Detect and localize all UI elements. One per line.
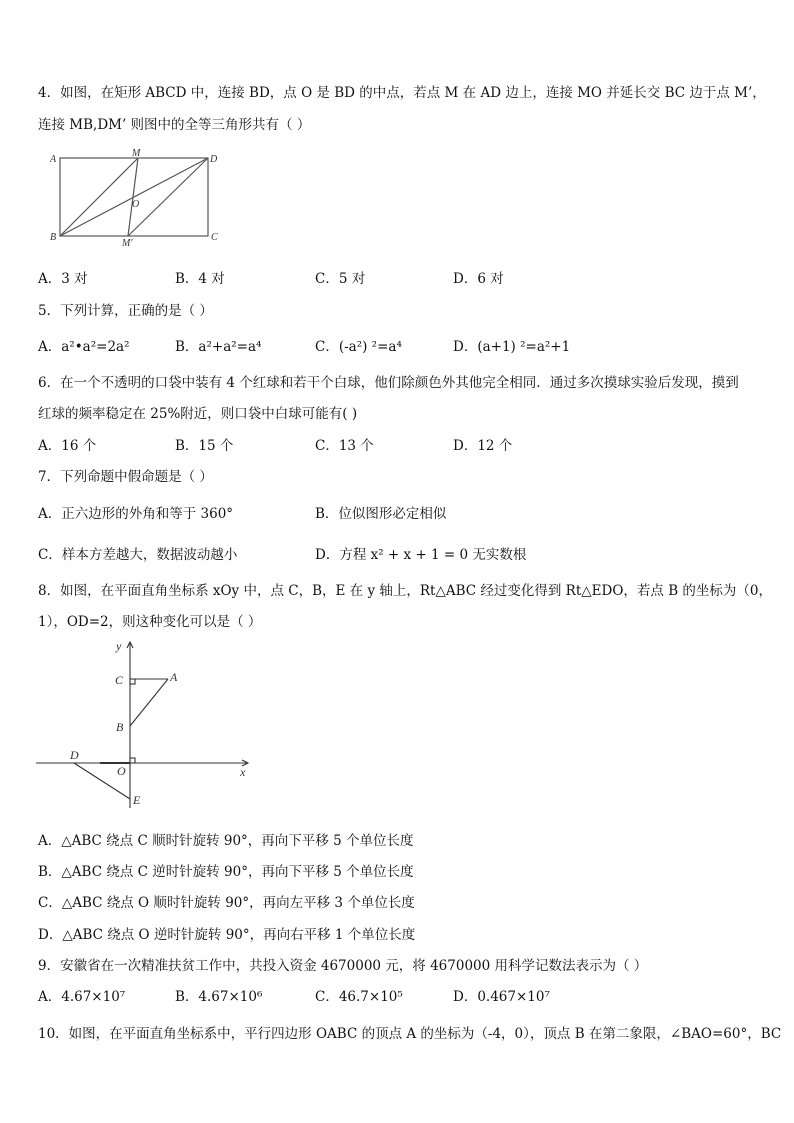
q4-label-o: O: [132, 199, 140, 210]
q5-option-b: B．a²+a²=a⁴: [175, 339, 262, 355]
q4-rectangle-figure: [48, 148, 228, 248]
q7-option-b: B．位似图形必定相似: [315, 506, 447, 522]
q8-option-a: A．△ABC 绕点 C 顺时针旋转 90°，再向下平移 5 个单位长度: [38, 833, 414, 849]
q4-option-d: D．6 对: [453, 271, 504, 287]
q8-label-d: D: [70, 748, 79, 762]
q6-option-b: B．15 个: [175, 438, 234, 454]
q9-option-a: A．4.67×10⁷: [38, 989, 126, 1005]
q5-option-d: D．(a+1) ²=a²+1: [453, 339, 571, 355]
q4-stem-line2: 连接 MB,DM’ 则图中的全等三角形共有（ ）: [38, 117, 311, 133]
q7-option-a: A．正六边形的外角和等于 360°: [38, 506, 234, 522]
q8-label-x: x: [240, 765, 246, 779]
q6-option-c: C．13 个: [315, 438, 374, 454]
q6-stem-line2: 红球的频率稳定在 25%附近，则口袋中白球可能有( ): [38, 406, 358, 422]
q6-option-d: D．12 个: [453, 438, 513, 454]
q9-option-b: B．4.67×10⁶: [175, 989, 263, 1005]
q7-stem-line1: 7．下列命题中假命题是（ ）: [38, 469, 213, 485]
q8-stem-line1: 8．如图，在平面直角坐标系 xOy 中，点 C，B，E 在 y 轴上，Rt△ABC 经过变化得到 Rt△EDO，若点 B 的坐标为（0，: [38, 583, 772, 599]
q5-stem-line1: 5．下列计算，正确的是（ ）: [38, 303, 213, 319]
q8-option-b: B．△ABC 绕点 C 逆时针旋转 90°，再向下平移 5 个单位长度: [38, 864, 414, 880]
q7-option-c: C．样本方差越大，数据波动越小: [38, 547, 238, 563]
q6-stem-line1: 6．在一个不透明的口袋中装有 4 个红球和若干个白球，他们除颜色外其他完全相同．通过多次摸球实验后发现，摸到: [38, 375, 739, 391]
q8-option-c: C．△ABC 绕点 O 顺时针旋转 90°，再向左平移 3 个单位长度: [38, 895, 415, 911]
q4-label-m: M: [132, 148, 141, 159]
q4-label-a: A: [50, 154, 57, 165]
q9-option-d: D．0.467×10⁷: [453, 989, 550, 1005]
q8-coordinate-figure: [36, 636, 256, 816]
q9-stem-line1: 9．安徽省在一次精准扶贫工作中，共投入资金 4670000 元，将 4670000 用科学记数法表示为（ ）: [38, 958, 648, 974]
q8-label-b: B: [116, 720, 124, 734]
q4-label-c: C: [211, 232, 218, 243]
q8-label-e: E: [133, 793, 141, 807]
q5-option-c: C．(-a²) ²=a⁴: [315, 339, 402, 355]
q5-option-a: A．a²•a²=2a²: [38, 339, 130, 355]
q8-label-a: A: [170, 670, 178, 684]
q4-stem-line1: 4．如图，在矩形 ABCD 中，连接 BD，点 O 是 BD 的中点，若点 M 在 AD 边上，连接 MO 并延长交 BC 边于点 M’，: [38, 85, 766, 101]
q4-label-d: D: [210, 154, 218, 165]
q8-option-d: D．△ABC 绕点 O 逆时针旋转 90°，再向右平移 1 个单位长度: [38, 927, 416, 943]
q8-label-y: y: [116, 639, 122, 653]
q7-option-d: D．方程 x² + x + 1 = 0 无实数根: [315, 547, 527, 563]
q4-option-a: A．3 对: [38, 271, 88, 287]
q10-stem-line1: 10．如图，在平面直角坐标系中，平行四边形 OABC 的顶点 A 的坐标为（-4，0），顶点 B 在第二象限，∠BAO=60°，BC: [38, 1026, 782, 1042]
q4-option-c: C．5 对: [315, 271, 366, 287]
q4-option-b: B．4 对: [175, 271, 225, 287]
q8-label-o: O: [117, 764, 126, 778]
q8-stem-line2: 1），OD=2，则这种变化可以是（ ）: [38, 614, 262, 630]
q4-label-mprime: M': [122, 238, 133, 248]
q4-label-b: B: [50, 232, 57, 243]
q8-label-c: C: [115, 673, 124, 687]
q6-option-a: A．16 个: [38, 438, 97, 454]
q9-option-c: C．46.7×10⁵: [315, 989, 403, 1005]
